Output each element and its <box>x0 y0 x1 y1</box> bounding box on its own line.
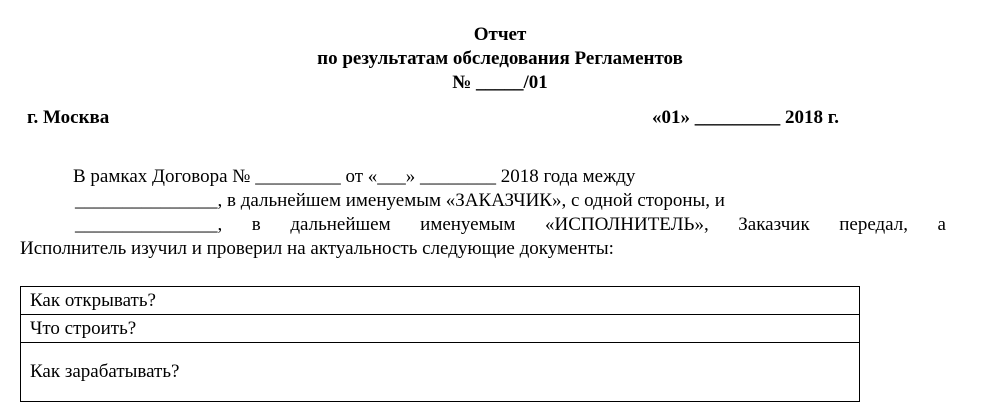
body-line-2: _______________, в дальнейшем именуемым «ЗАКАЗЧИК», с одной стороны, и <box>75 190 725 211</box>
body-line-3: _______________, в дальнейшем именуемым «ИСПОЛНИТЕЛЬ», Заказчик передал, а <box>75 214 946 235</box>
body-line-4: Исполнитель изучил и проверил на актуальность следующие документы: <box>20 238 614 259</box>
report-subtitle: по результатам обследования Регламентов <box>317 48 683 69</box>
table-row <box>21 287 860 315</box>
document-cell: Как зарабатывать? <box>21 343 860 402</box>
document-cell: Что строить? <box>21 315 860 343</box>
document-cell: Как открывать? <box>21 287 860 315</box>
report-date: «01» _________ 2018 г. <box>652 107 839 128</box>
table-row <box>21 315 860 343</box>
table-row <box>21 343 860 402</box>
report-number: № _____/01 <box>452 72 548 93</box>
place-label: г. Москва <box>27 107 110 128</box>
documents-table <box>20 286 860 402</box>
report-title: Отчет <box>473 24 527 45</box>
body-line-1: В рамках Договора № _________ от «___» ________ 2018 года между <box>73 166 636 187</box>
